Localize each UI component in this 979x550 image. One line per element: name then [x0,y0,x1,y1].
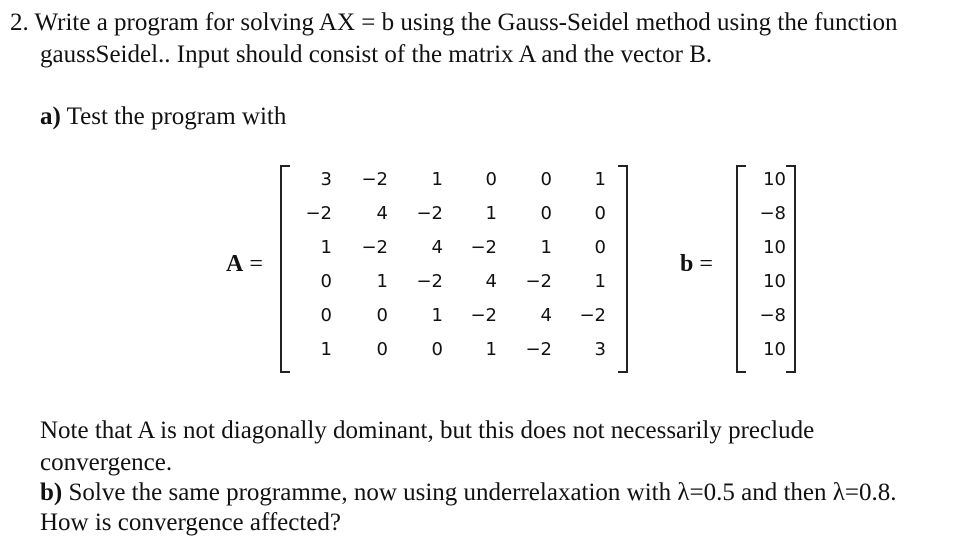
matrix-a-cell: 0 [320,305,332,326]
matrix-a-cell: 0 [485,169,497,190]
matrix-a-cell: 0 [594,237,606,258]
matrix-a-cell: 3 [320,169,332,190]
matrix-a-cell: 0 [540,203,552,224]
matrix-a-cell: 1 [485,339,497,360]
matrix-a-cell: −2 [416,203,443,224]
matrix-a-cell: −2 [361,169,388,190]
matrix-a-equals: = [243,251,263,277]
matrix-a-cell: −2 [361,237,388,258]
vector-b [736,165,796,375]
vector-b-cell: 10 [763,169,786,190]
matrix-a-cell: 4 [431,237,443,258]
matrix-a-cell: 1 [320,339,332,360]
matrix-a-cell: 4 [376,203,388,224]
vector-b-equals: = [693,251,713,277]
matrix-a-cell: −2 [579,305,606,326]
problem-statement-line-2: gaussSeidel.. Input should consist of the matrix A and the vector B. [40,41,713,68]
matrix-a-cell: −2 [416,271,443,292]
matrix-a-cell: 1 [431,305,443,326]
matrix-a-cell: 3 [594,339,606,360]
matrix-a-cell: 1 [540,237,552,258]
vector-b-cell: 10 [763,339,786,360]
matrix-a-cell: 0 [540,169,552,190]
vector-b-symbol: b [680,251,694,277]
matrix-a-cell: 1 [320,237,332,258]
matrix-a-cell: 1 [376,271,388,292]
part-a-text: Test the program with [60,103,287,130]
note-line-1: Note that A is not diagonally dominant, but this does not necessarily preclude [40,417,815,444]
matrix-a-cell: −2 [525,339,552,360]
matrix-a-cell: 4 [540,305,552,326]
matrix-a-cell: 0 [376,339,388,360]
vector-b-cell: −8 [759,203,786,224]
part-a-heading [40,102,286,132]
part-b-heading [40,478,896,508]
vector-b-label [680,250,713,278]
vector-b-cell: 10 [763,271,786,292]
matrix-a-cell: 1 [594,271,606,292]
matrix-a-symbol: A [226,251,244,277]
matrix-a-cell: 1 [485,203,497,224]
part-b-text: Solve the same programme, now using underrelaxation with λ=0.5 and then λ=0.8. [62,479,897,506]
matrix-a-cell: −2 [470,237,497,258]
matrix-a-label [226,250,263,278]
matrix-a-cell: 0 [431,339,443,360]
vector-b-cell: −8 [759,305,786,326]
vector-b-cell: 10 [763,237,786,258]
matrix-a [280,165,630,375]
problem-statement-line-1: 2. Write a program for solving AX = b using the Gauss-Seidel method using the function [10,9,898,36]
part-b-question: How is convergence affected? [40,509,342,536]
matrix-a-cell: −2 [470,305,497,326]
matrix-a-cell: −2 [305,203,332,224]
part-a-label: a) [40,103,61,130]
matrix-a-cell: 1 [594,169,606,190]
matrix-a-cell: 4 [485,271,497,292]
matrix-a-cell: 1 [431,169,443,190]
matrix-a-cell: 0 [594,203,606,224]
matrix-a-cell: 0 [376,305,388,326]
matrix-a-cell: 0 [320,271,332,292]
part-b-label: b) [40,479,63,506]
matrix-a-cell: −2 [525,271,552,292]
note-line-2: convergence. [40,449,173,476]
